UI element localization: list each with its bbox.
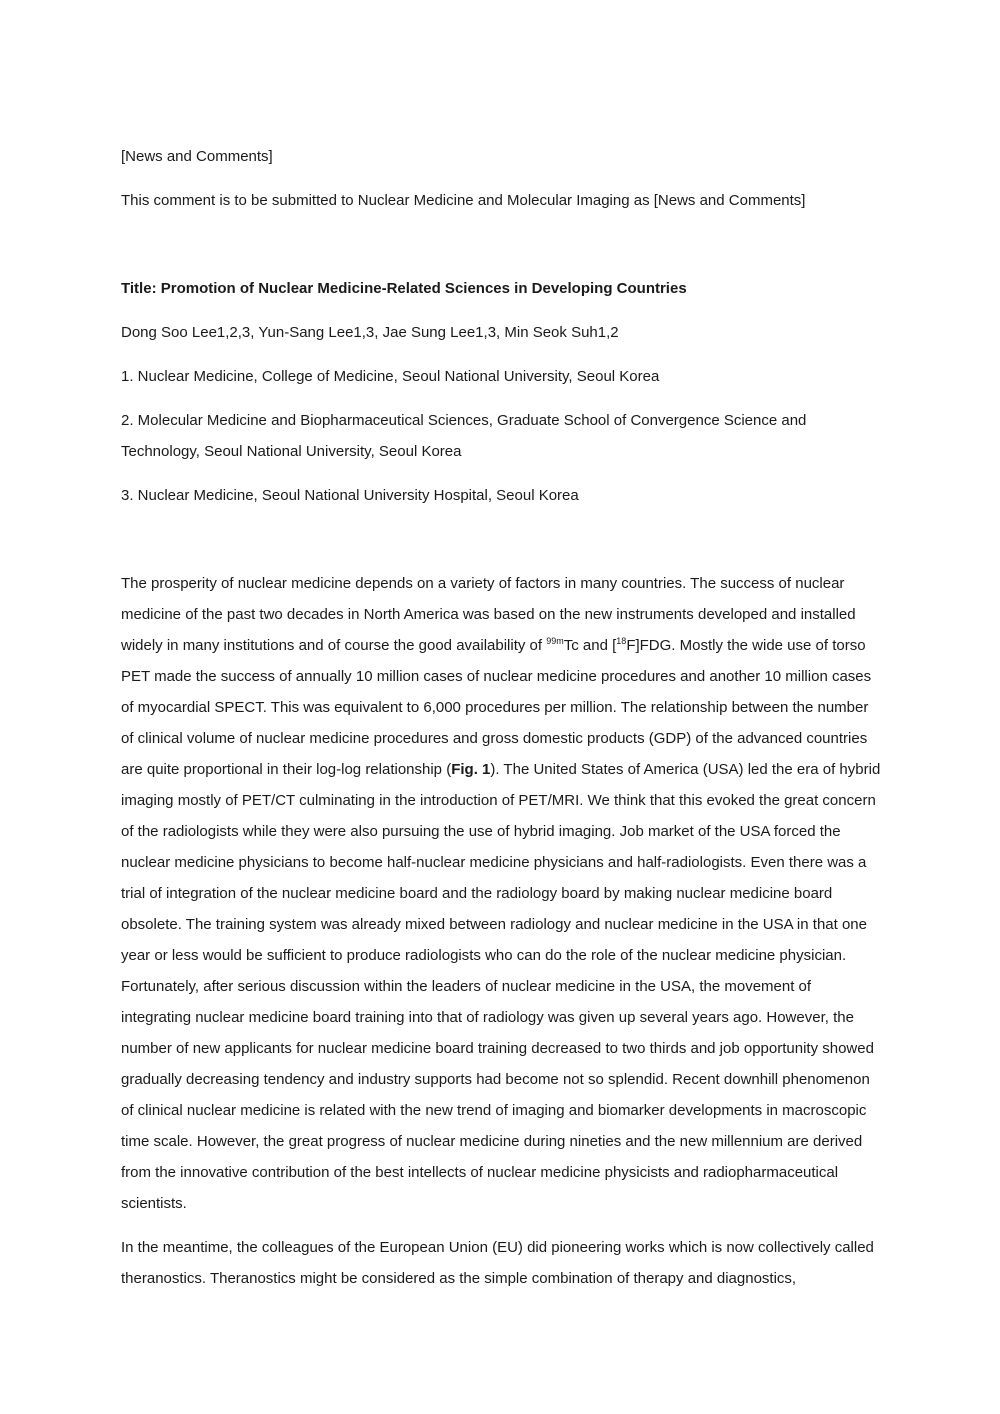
affiliation-3: 3. Nuclear Medicine, Seoul National University Hospital, Seoul Korea bbox=[121, 487, 579, 504]
affiliation-2: 2. Molecular Medicine and Biopharmaceutical Sciences, Graduate School of Convergence Science and Technology, Seoul National University, Seoul Korea bbox=[121, 412, 807, 460]
submission-note: This comment is to be submitted to Nuclear Medicine and Molecular Imaging as [News and Comments] bbox=[121, 192, 806, 209]
paragraph-text: Tc and [ bbox=[563, 637, 617, 654]
isotope-superscript: 18 bbox=[616, 636, 627, 646]
author-list: Dong Soo Lee1,2,3, Yun-Sang Lee1,3, Jae Sung Lee1,3, Min Seok Suh1,2 bbox=[121, 324, 619, 341]
figure-reference: Fig. 1 bbox=[451, 761, 491, 778]
body-paragraph-1 bbox=[121, 568, 883, 1219]
affiliation-1: 1. Nuclear Medicine, College of Medicine, Seoul National University, Seoul Korea bbox=[121, 368, 660, 385]
paragraph-text: ). The United States of America (USA) led the era of hybrid imaging mostly of PET/CT culminating in the introduction of PET/MRI. We think that this evoked the great concern of the radiologists while they were also pursuing the use of hybrid imaging. Job market of the USA forced the nuclear medicine physicians to become half-nuclear medicine physicians and half-radiologists. Even there was a trial of integration of the nuclear medicine board and the radiology board by making nuclear medicine board obsolete. The training system was already mixed between radiology and nuclear medicine in the USA in that one year or less would be sufficient to produce radiologists who can do the role of the nuclear medicine physician. Fortunately, after serious discussion within the leaders of nuclear medicine in the USA, the movement of integrating nuclear medicine board training into that of radiology was given up several years ago. However, the number of new applicants for nuclear medicine board training decreased to two thirds and job opportunity showed gradually decreasing tendency and industry supports had become not so splendid. Recent downhill phenomenon of clinical nuclear medicine is related with the new trend of imaging and biomarker developments in macroscopic time scale. However, the great progress of nuclear medicine during nineties and the new millennium are derived from the innovative contribution of the best intellects of nuclear medicine physicists and radiopharmaceutical scientists. bbox=[121, 761, 881, 1212]
paragraph-text: The prosperity of nuclear medicine depends on a variety of factors in many countries. The success of nuclear medicine of the past two decades in North America was based on the new instruments developed and installed widely in many institutions and of course the good availability of bbox=[121, 575, 856, 654]
article-title: Title: Promotion of Nuclear Medicine-Related Sciences in Developing Countries bbox=[121, 280, 687, 297]
page-content bbox=[121, 141, 883, 1307]
isotope-superscript: 99m bbox=[546, 636, 564, 646]
paragraph-text: F]FDG. Mostly the wide use of torso PET made the success of annually 10 million cases of nuclear medicine procedures and another 10 million cases of myocardial SPECT. This was equivalent to 6,000 procedures per million. The relationship between the number of clinical volume of nuclear medicine procedures and gross domestic products (GDP) of the advanced countries are quite proportional in their log-log relationship ( bbox=[121, 637, 872, 778]
body-paragraph-2: In the meantime, the colleagues of the European Union (EU) did pioneering works which is now collectively called theranostics. Theranostics might be considered as the simple combination of therapy and diagnostics, bbox=[121, 1239, 874, 1287]
section-label: [News and Comments] bbox=[121, 148, 273, 165]
